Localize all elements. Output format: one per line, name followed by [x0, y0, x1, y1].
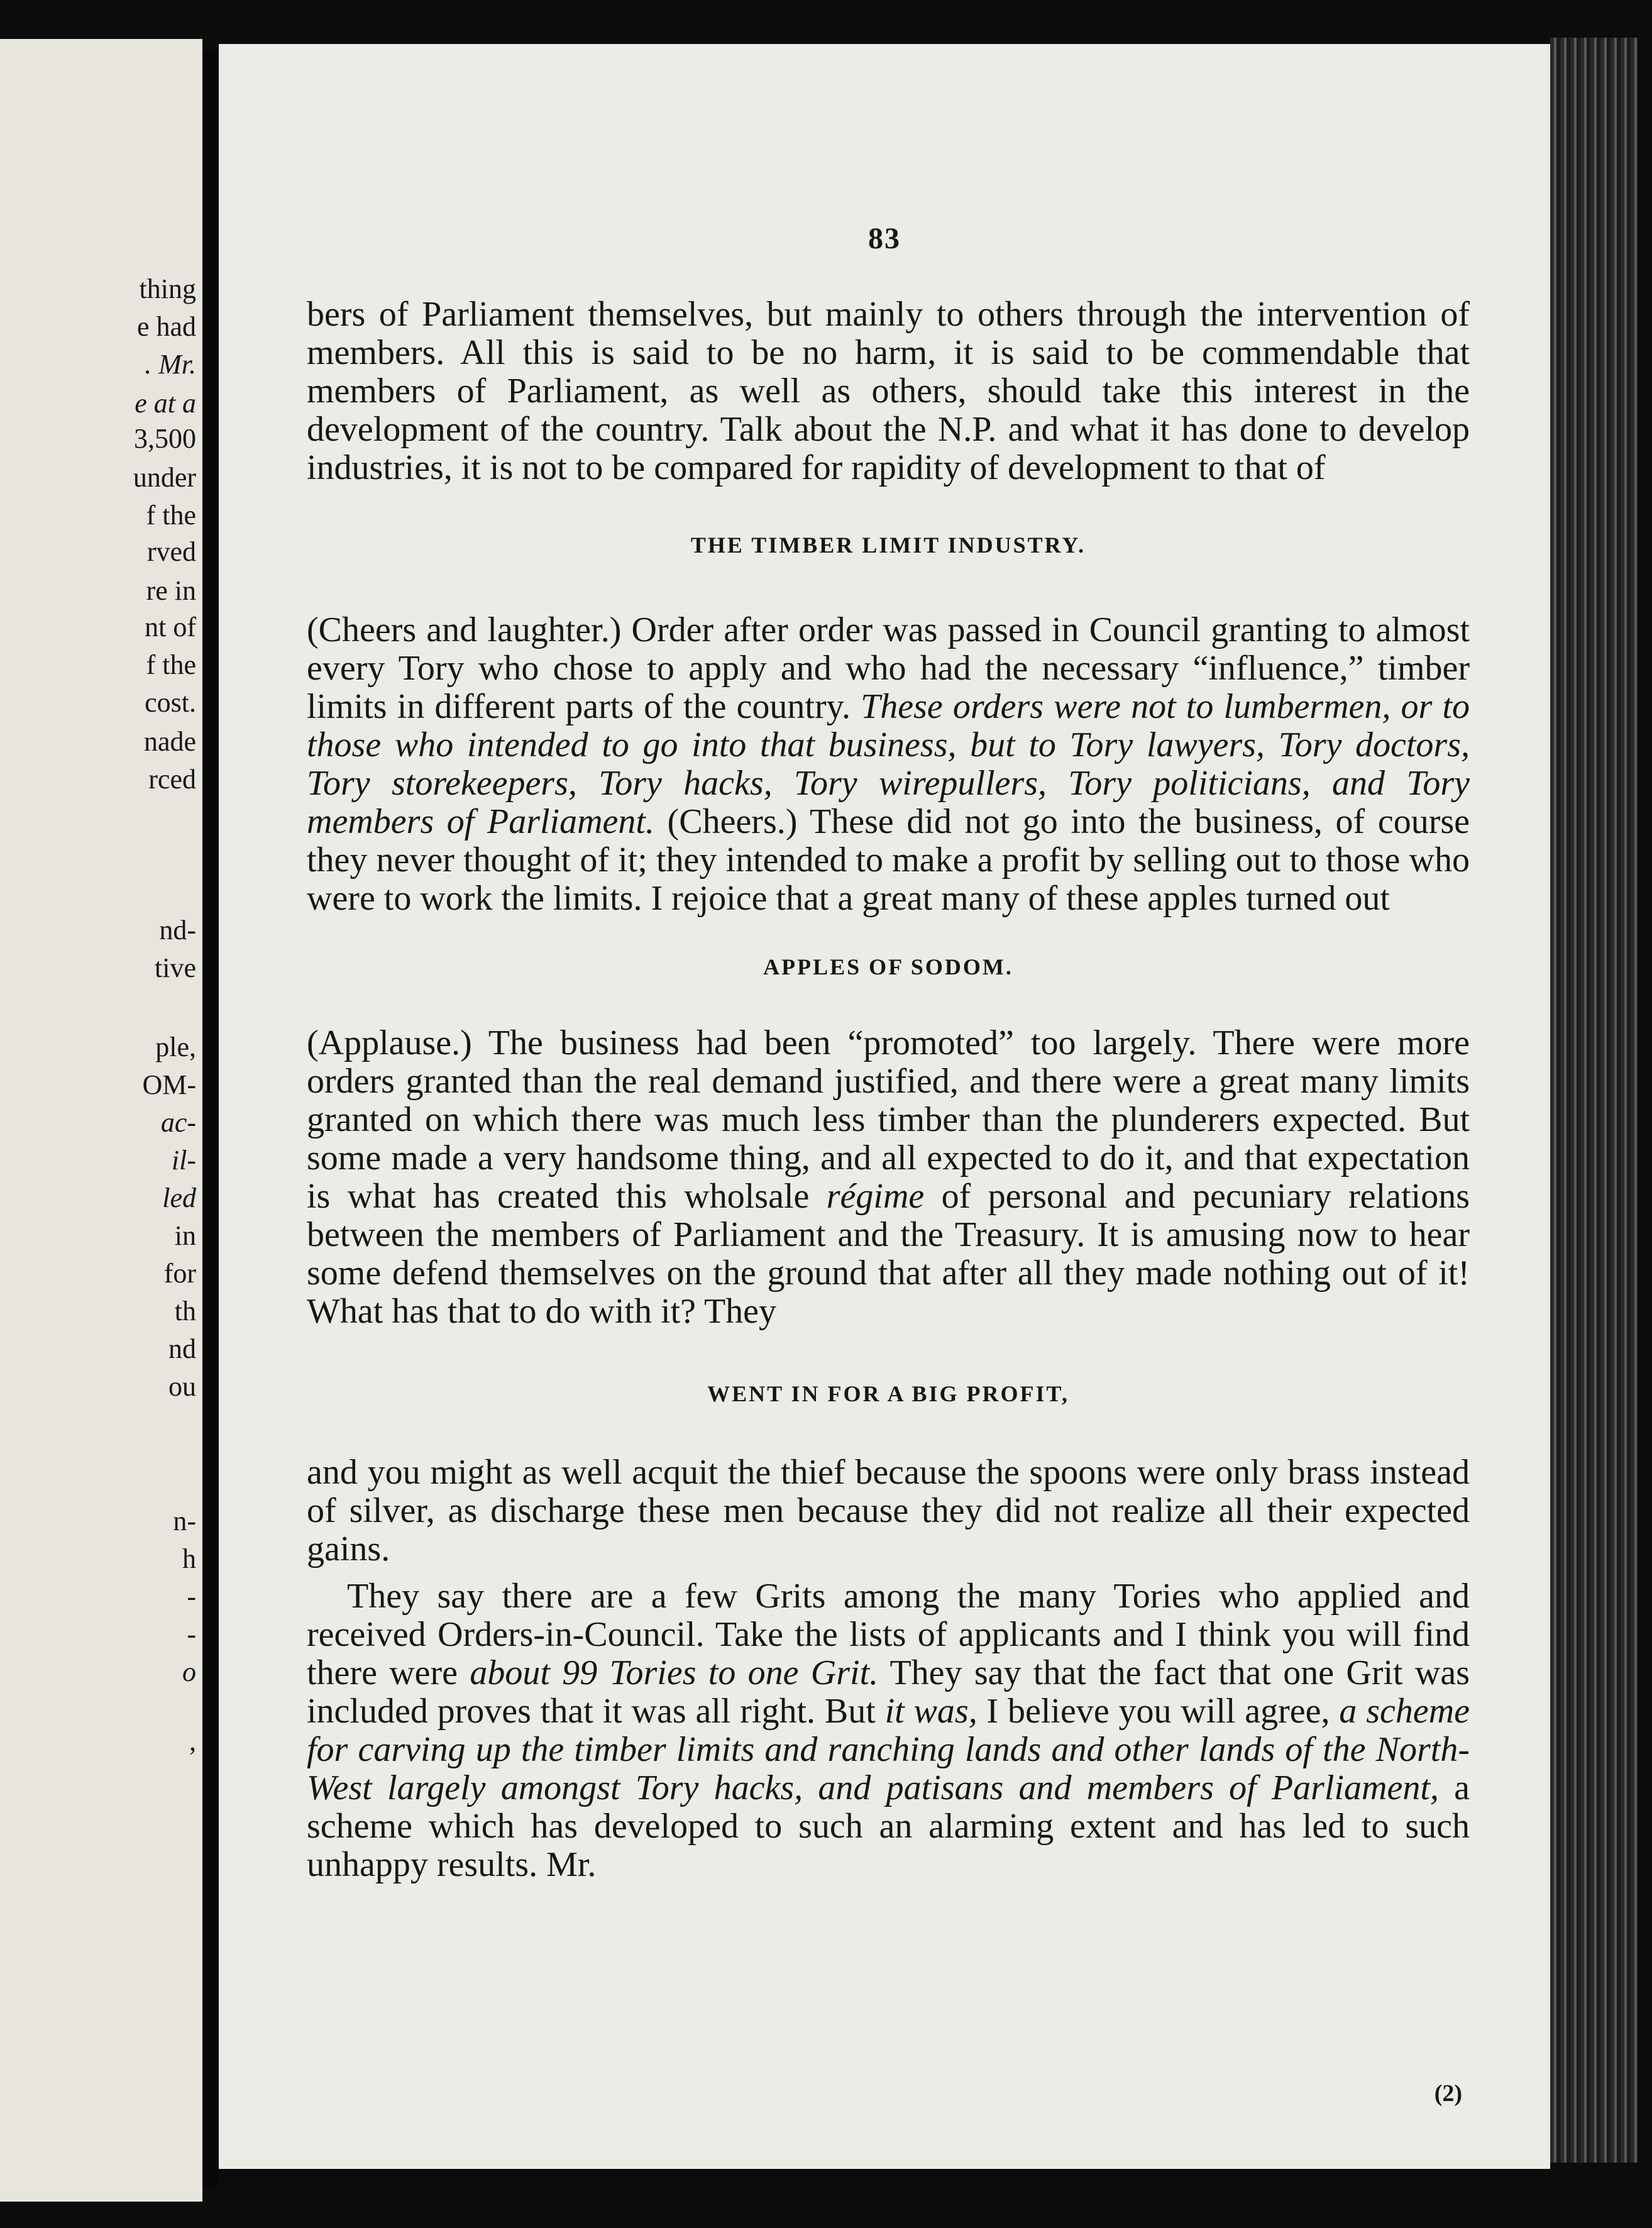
book-gutter	[202, 50, 219, 2188]
paragraph-5-italic-1: about 99 Tories to one Grit.	[470, 1653, 879, 1692]
paragraph-1: bers of Parliament themselves, but mainly to others through the intervention of members. All this is said to be no harm, it is said to be commendable that members of Parliament, as well as others, should take this interest in the development of the country. Talk about the N.P. and what it has done to develop industries, it is not to be compared for rapidity of development to that of	[307, 295, 1470, 487]
left-page-fragment: re in	[146, 575, 196, 606]
left-page-fragment: f the	[146, 500, 196, 531]
left-page-fragment: in	[174, 1220, 196, 1251]
paragraph-3-italic: régime	[826, 1177, 925, 1216]
left-page-fragment: n-	[173, 1506, 196, 1536]
left-page-fragment: 3,500	[134, 423, 196, 454]
left-page-fragment: rved	[146, 536, 196, 567]
left-page-fragment: il-	[171, 1145, 196, 1176]
left-page-fragment: under	[133, 462, 196, 493]
left-page-fragment: th	[174, 1296, 196, 1326]
left-page-fragment: ou	[168, 1371, 196, 1402]
section-heading-big-profit: WENT IN FOR A BIG PROFIT,	[707, 1381, 1069, 1406]
paragraph-5-text-d: a scheme which has developed to such an alarming extent and has led to such unhappy results. Mr.	[307, 1768, 1470, 1884]
paragraph-5-text-b: They say that the fact that one Grit was included proves that it was all right. But	[307, 1653, 1470, 1731]
paragraph-3	[307, 1024, 1470, 1331]
left-page-fragment: -	[187, 1581, 196, 1612]
left-page-fragment: thing	[139, 273, 196, 304]
section-heading-timber-limit: THE TIMBER LIMIT INDUSTRY.	[690, 532, 1086, 558]
left-page-fragment: for	[163, 1258, 196, 1289]
paragraph-2-text-a: (Cheers and laughter.) Order after order was passed in Council granting to almost every Tory who chose to apply and who had the necessary “influence,” timber limits in different parts of the country.	[307, 610, 1470, 726]
left-page-fragment: nd-	[159, 915, 196, 946]
paragraph-3-text-b: of personal and pecuniary relations between the members of Parliament and the Treasury. It is amusing now to hear some defend themselves on the ground that after all they made nothing out of it! What has that to do with it? They	[307, 1177, 1470, 1331]
left-page-fragment: e at a	[135, 388, 196, 419]
body-text	[307, 295, 1470, 1884]
left-page-fragment: ple,	[155, 1032, 196, 1062]
left-page-fragment: o	[182, 1657, 196, 1687]
left-page-fragment: cost.	[145, 687, 196, 718]
left-page-fragment: rced	[148, 764, 196, 795]
left-page-fragment: nd	[168, 1333, 196, 1364]
page-edges	[1550, 38, 1638, 2163]
left-page-fragment: e had	[136, 311, 196, 342]
left-page-fragment: -	[187, 1619, 196, 1650]
paragraph-3-text-a: (Applause.) The business had been “promoted” too largely. There were more orders granted than the real demand justified, and there were a great many limits granted on which there was much less timber than the plunderers expected. But some made a very handsome thing, and all expected to do it, and that expectation is what has created this wholsale	[307, 1023, 1470, 1216]
main-page	[219, 44, 1550, 2169]
paragraph-5	[307, 1577, 1470, 1884]
paragraph-5-text-a: They say there are a few Grits among the many Tories who applied and received Orders-in-Council. Take the lists of applicants and I think you will find there were	[307, 1577, 1470, 1692]
paragraph-4: and you might as well acquit the thief because the spoons were only brass instead of silver, as discharge these men because they did not realize all their expected gains.	[307, 1453, 1470, 1569]
paragraph-5-italic-3: a scheme for carving up the timber limits and ranching lands and other lands of the North-West largely amongst Tory hacks, and patisans and members of Parliament,	[307, 1692, 1470, 1807]
left-page-fragment: nade	[143, 726, 196, 757]
left-page-fragment: OM-	[142, 1069, 196, 1100]
left-page-fragment: ac-	[160, 1107, 196, 1138]
paragraph-2	[307, 611, 1470, 918]
left-page-fragment: nt of	[145, 612, 196, 642]
left-page-fragment: h	[182, 1543, 196, 1574]
page-number: 83	[868, 222, 901, 255]
paragraph-2-text-b: (Cheers.) These did not go into the business, of course they never thought of it; they intended to make a profit by selling out to those who were to work the limits. I rejoice that a great many of these apples turned out	[307, 802, 1470, 918]
signature-mark: (2)	[1434, 2080, 1462, 2107]
paragraph-2-italic: These orders were not to lumbermen, or to those who intended to go into that business, but to Tory lawyers, Tory doctors, Tory storekeepers, Tory hacks, Tory wirepullers, Tory politicians, and Tory members of Parliament.	[307, 687, 1470, 841]
section-heading-apples-of-sodom: APPLES OF SODOM.	[763, 954, 1013, 979]
left-page-fragment: led	[162, 1183, 196, 1213]
left-page-fragment: ,	[189, 1726, 196, 1756]
left-facing-page	[0, 39, 202, 2202]
left-page-fragment: f the	[146, 649, 196, 680]
paragraph-5-text-c: I believe you will agree,	[977, 1692, 1340, 1731]
paragraph-5-italic-2: it was,	[884, 1692, 977, 1731]
left-page-fragment: tive	[155, 952, 196, 983]
left-page-fragment: . Mr.	[145, 349, 196, 380]
